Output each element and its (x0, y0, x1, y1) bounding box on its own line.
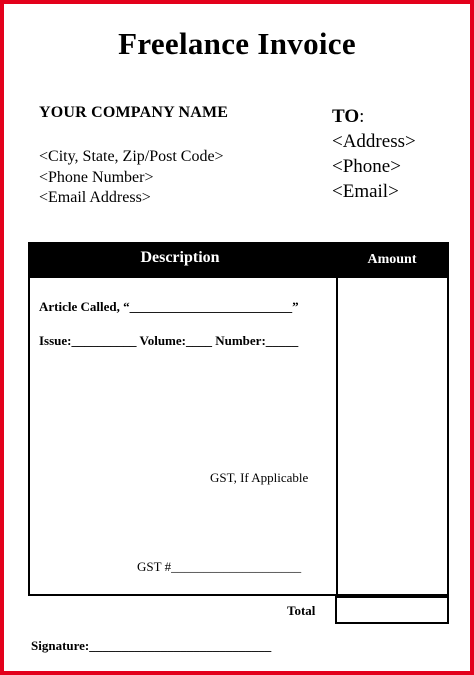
sender-phone[interactable]: <Phone Number> (39, 168, 154, 186)
total-amount-box[interactable] (335, 596, 449, 624)
table-header (30, 244, 447, 278)
recipient-email[interactable]: <Email> (332, 181, 399, 202)
sender-email[interactable]: <Email Address> (39, 189, 151, 206)
recipient-phone[interactable]: <Phone> (332, 156, 401, 177)
amount-column-header: Amount (367, 252, 417, 267)
invoice-title: Freelance Invoice (118, 26, 356, 61)
description-column-header: Description (140, 249, 220, 266)
to-label: TO (332, 106, 360, 127)
sender-city-line[interactable]: <City, State, Zip/Post Code> (39, 148, 224, 165)
invoice-table (28, 242, 449, 596)
recipient-label-line (332, 104, 416, 129)
sender-address-block (39, 147, 224, 209)
article-called-field[interactable]: Article Called, “_________________________” (39, 299, 299, 314)
gst-applicable-label: GST, If Applicable (210, 470, 309, 485)
issue-volume-number-field[interactable]: Issue:__________ Volume:____ Number:_____ (39, 333, 299, 348)
to-colon: : (359, 106, 365, 127)
company-name[interactable]: YOUR COMPANY NAME (39, 104, 229, 121)
total-label: Total (287, 603, 316, 618)
column-divider (336, 278, 338, 596)
recipient-address[interactable]: <Address> (332, 131, 416, 152)
signature-field[interactable]: Signature:____________________________ (31, 638, 272, 653)
recipient-block (332, 104, 416, 204)
gst-number-field[interactable]: GST #____________________ (137, 559, 302, 574)
